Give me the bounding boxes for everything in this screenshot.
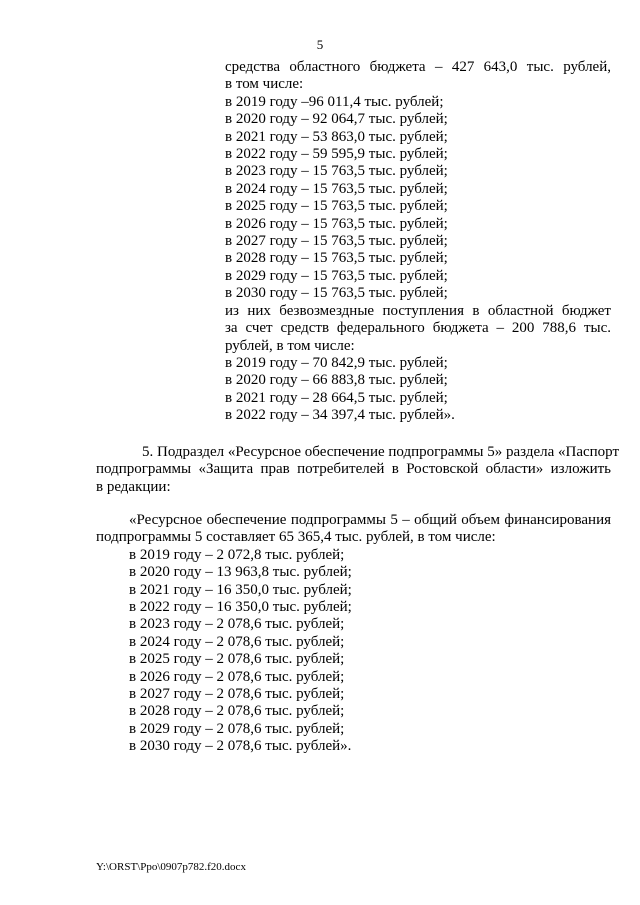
regional-budget-including-line: в том числе:: [225, 76, 304, 93]
subprogram-5-year-2030: в 2030 году – 2 078,6 тыс. рублей».: [129, 738, 352, 755]
subprogram-5-year-2020: в 2020 году – 13 963,8 тыс. рублей;: [129, 564, 352, 581]
federal-transfers-year-2022: в 2022 году – 34 397,4 тыс. рублей».: [225, 407, 455, 424]
subprogram-5-year-2024: в 2024 году – 2 078,6 тыс. рублей;: [129, 633, 345, 650]
subprogram-5-year-2027: в 2027 году – 2 078,6 тыс. рублей;: [129, 686, 345, 703]
regional-budget-year-2028: в 2028 году – 15 763,5 тыс. рублей;: [225, 250, 448, 267]
subprogram-5-year-2021: в 2021 году – 16 350,0 тыс. рублей;: [129, 581, 352, 598]
item-5-line-1: 5. Подраздел «Ресурсное обеспечение подпрограммы 5» раздела «Паспорт: [142, 444, 620, 460]
subprogram-5-line-1: «Ресурсное обеспечение подпрограммы 5 – общий объем финансирования: [129, 512, 611, 528]
regional-budget-year-2026: в 2026 году – 15 763,5 тыс. рублей;: [225, 215, 448, 232]
federal-transfers-year-2019: в 2019 году – 70 842,9 тыс. рублей;: [225, 354, 448, 371]
regional-budget-year-2029: в 2029 году – 15 763,5 тыс. рублей;: [225, 267, 448, 284]
regional-budget-total-line: средства областного бюджета – 427 643,0 тыс. рублей,: [225, 59, 611, 75]
subprogram-5-line-2: подпрограммы 5 составляет 65 365,4 тыс. рублей, в том числе:: [96, 529, 496, 546]
federal-transfers-line-2: за счет средств федерального бюджета – 200 788,6 тыс.: [225, 320, 611, 337]
subprogram-5-funding-block: [96, 512, 611, 756]
regional-budget-year-2022: в 2022 году – 59 595,9 тыс. рублей;: [225, 146, 448, 163]
regional-budget-year-2027: в 2027 году – 15 763,5 тыс. рублей;: [225, 233, 448, 250]
federal-transfers-year-2020: в 2020 году – 66 883,8 тыс. рублей;: [225, 372, 448, 389]
regional-budget-year-2024: в 2024 году – 15 763,5 тыс. рублей;: [225, 180, 448, 197]
subprogram-5-year-2023: в 2023 году – 2 078,6 тыс. рублей;: [129, 616, 345, 633]
regional-budget-year-2025: в 2025 году – 15 763,5 тыс. рублей;: [225, 198, 448, 215]
subprogram-5-year-2019: в 2019 году – 2 072,8 тыс. рублей;: [129, 546, 345, 563]
federal-transfers-line-1: из них безвозмездные поступления в областной бюджет: [225, 302, 611, 319]
regional-budget-year-2020: в 2020 году – 92 064,7 тыс. рублей;: [225, 111, 448, 128]
regional-budget-year-2023: в 2023 году – 15 763,5 тыс. рублей;: [225, 163, 448, 180]
page-number: 5: [316, 37, 324, 52]
regional-budget-year-2021: в 2021 году – 53 863,0 тыс. рублей;: [225, 128, 448, 145]
regional-budget-year-2019: в 2019 году –96 011,4 тыс. рублей;: [225, 93, 444, 110]
subprogram-5-year-2025: в 2025 году – 2 078,6 тыс. рублей;: [129, 651, 345, 668]
regional-budget-year-2030: в 2030 году – 15 763,5 тыс. рублей;: [225, 285, 448, 302]
item-5-paragraph: [96, 444, 620, 496]
federal-transfers-including-line: рублей, в том числе:: [225, 337, 355, 354]
item-5-line-3: в редакции:: [96, 478, 171, 495]
subprogram-5-year-2029: в 2029 году – 2 078,6 тыс. рублей;: [129, 720, 345, 737]
federal-transfers-year-2021: в 2021 году – 28 664,5 тыс. рублей;: [225, 389, 448, 406]
regional-budget-block: [225, 59, 611, 425]
footer-file-path: Y:\ORST\Ppo\0907p782.f20.docx: [96, 861, 246, 873]
subprogram-5-year-2022: в 2022 году – 16 350,0 тыс. рублей;: [129, 599, 352, 616]
subprogram-5-year-2028: в 2028 году – 2 078,6 тыс. рублей;: [129, 703, 345, 720]
subprogram-5-year-2026: в 2026 году – 2 078,6 тыс. рублей;: [129, 668, 345, 685]
item-5-line-2: подпрограммы «Защита прав потребителей в Ростовской области» изложить: [96, 461, 611, 478]
